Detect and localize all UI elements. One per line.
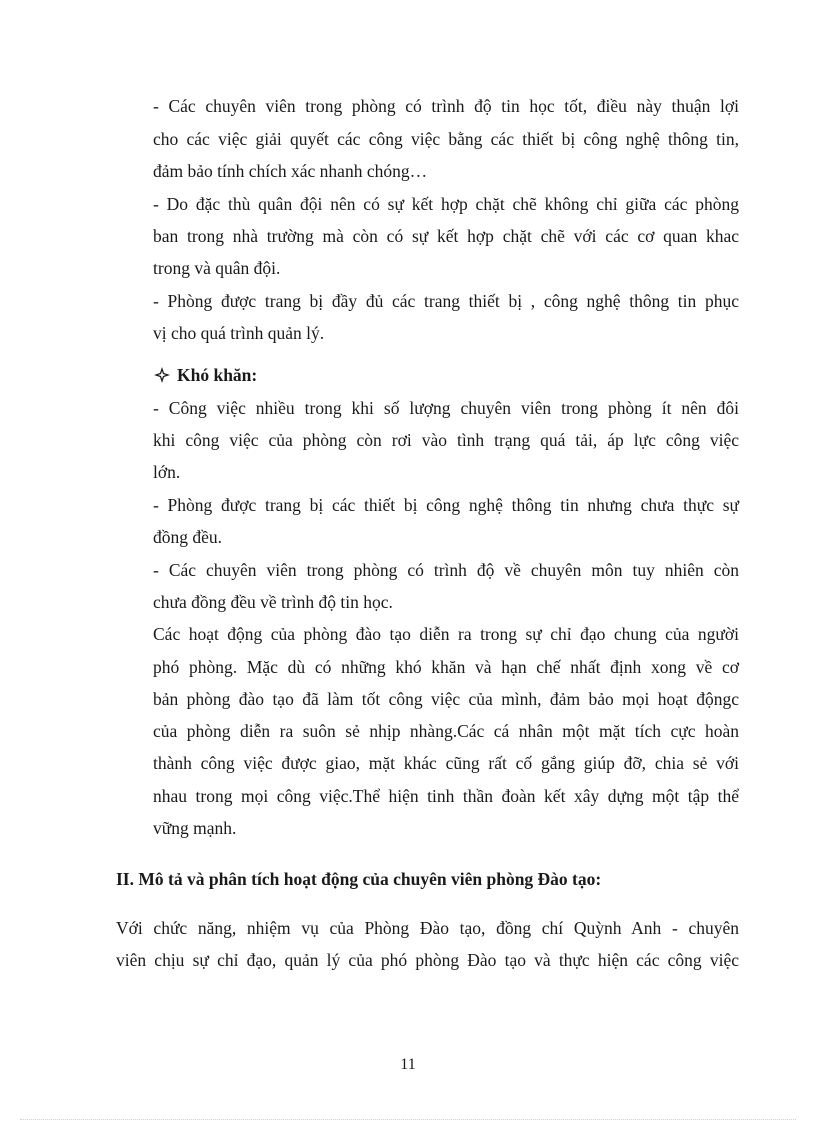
summary-line: của phòng diễn ra suôn sẻ nhịp nhàng.Các cá nhân một mặt tích cực hoàn	[153, 721, 739, 741]
advantages-line: trong và quân đội.	[153, 258, 281, 278]
advantages-line: ban trong nhà trường mà còn có sự kết hợp chặt chẽ với các cơ quan khac	[153, 226, 739, 246]
diamond-bullet-icon	[153, 366, 171, 384]
difficulties-line: - Các chuyên viên trong phòng có trình độ về chuyên môn tuy nhiên còn	[153, 560, 739, 580]
advantages-line: - Phòng được trang bị đầy đủ các trang thiết bị , công nghệ thông tin phục	[153, 291, 739, 311]
advantages-line: vị cho quá trình quản lý.	[153, 323, 325, 343]
summary-line: bản phòng đào tạo đã làm tốt công việc của mình, đảm bảo mọi hoạt độngc	[153, 689, 739, 709]
difficulties-line: lớn.	[153, 462, 181, 482]
difficulties-line: chưa đồng đều về trình độ tin học.	[153, 592, 393, 612]
advantages-line: - Các chuyên viên trong phòng có trình độ tin học tốt, điều này thuận lợi	[153, 96, 739, 116]
page-number: 11	[400, 1056, 416, 1073]
difficulties-line: khi công việc của phòng còn rơi vào tình trạng quá tải, áp lực công việc	[153, 430, 739, 450]
advantages-line: cho các việc giải quyết các công việc bằng các thiết bị công nghệ thông tin,	[153, 129, 739, 149]
difficulties-line: - Công việc nhiều trong khi số lượng chuyên viên trong phòng ít nên đôi	[153, 398, 739, 418]
summary-line: phó phòng. Mặc dù có những khó khăn và hạn chế nhất định xong về cơ	[153, 657, 739, 677]
section-heading: II. Mô tả và phân tích hoạt động của chuyên viên phòng Đào tạo:	[116, 869, 602, 889]
difficulties-heading	[153, 364, 257, 386]
difficulties-heading-text: Khó khăn:	[177, 365, 258, 385]
difficulties-line: đồng đều.	[153, 527, 223, 547]
difficulties-line: - Phòng được trang bị các thiết bị công nghệ thông tin nhưng chưa thực sự	[153, 495, 739, 515]
page-bottom-divider	[20, 1119, 796, 1120]
summary-line: vững mạnh.	[153, 818, 237, 838]
summary-line: Các hoạt động của phòng đào tạo diễn ra trong sự chỉ đạo chung của người	[153, 624, 739, 644]
section-body-line: Với chức năng, nhiệm vụ của Phòng Đào tạo, đồng chí Quỳnh Anh - chuyên	[116, 918, 739, 938]
section-body-line: viên chịu sự chỉ đạo, quản lý của phó phòng Đào tạo và thực hiện các công việc	[116, 950, 739, 970]
advantages-line: đảm bảo tính chích xác nhanh chóng…	[153, 161, 428, 181]
summary-line: thành công việc được giao, mặt khác cũng rất cố gắng giúp đỡ, chia sẻ với	[153, 753, 739, 773]
summary-line: nhau trong mọi công việc.Thể hiện tinh thần đoàn kết xây dựng một tập thể	[153, 786, 739, 806]
advantages-line: - Do đặc thù quân đội nên có sự kết hợp chặt chẽ không chỉ giữa các phòng	[153, 194, 739, 214]
